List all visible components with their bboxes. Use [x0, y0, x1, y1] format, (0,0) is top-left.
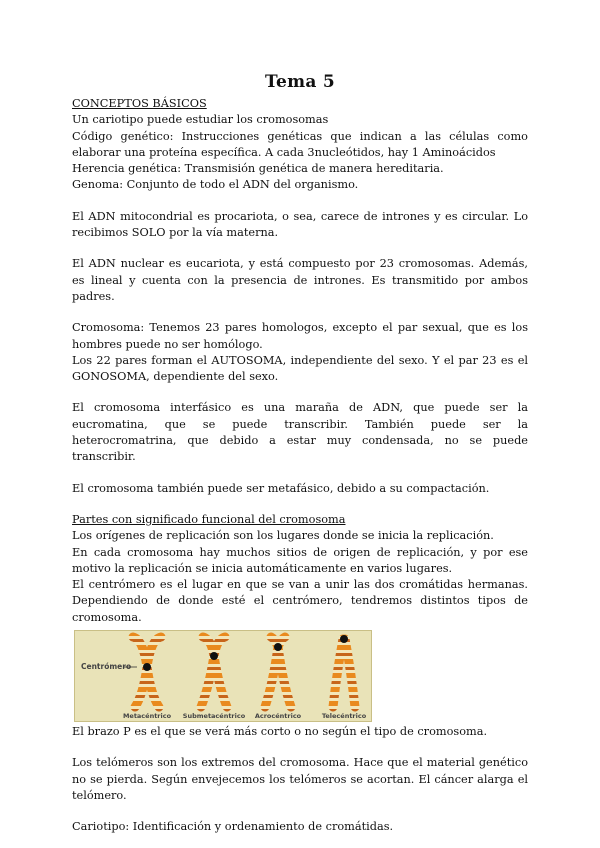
paragraph-autosoma: Los 22 pares forman el AUTOSOMA, independiente del sexo. Y el par 23 es el GONOSOMA, dependiente del sexo.: [72, 353, 528, 384]
text-line: En cada cromosoma hay muchos sitios de origen de replicación, y por ese motivo la replicación se inicia automáticamente en varios lugares.: [72, 545, 528, 575]
paragraph-metafasico: El cromosoma también puede ser metafásico, debido a su compactación.: [72, 481, 490, 495]
paragraph-interfasico: El cromosoma interfásico es una maraña de ADN, que puede ser la eucromatina, que se puede transcribir. También puede ser la heterocromatrina, que debido a estar muy condensada, no se puede transcribir.: [72, 401, 528, 464]
paragraph-adn-nuclear: El ADN nuclear es eucariota, y está compuesto por 23 cromosomas. Además, es lineal y cuenta con la presencia de intrones. Es transmitido por ambos padres.: [72, 257, 528, 303]
chromosome-diagram: [75, 631, 371, 721]
type-label-submetacentrico: Submetacéntrico: [182, 712, 246, 721]
chromosome-submetacentric: [201, 637, 227, 707]
chromosome-acrocentric: [265, 637, 291, 707]
paragraph-adn-mitocondrial: El ADN mitocondrial es procariota, o sea, carece de intrones y es circular. Lo recibimos SOLO por la vía materna.: [72, 209, 528, 240]
chromosome-telocentric: [333, 635, 355, 707]
text-line: Genoma: Conjunto de todo el ADN del organismo.: [72, 178, 359, 192]
chromosome-types-figure: [74, 630, 372, 722]
paragraph-cariotipo: Cariotipo: Identificación y ordenamiento de cromátidas.: [72, 820, 394, 834]
paragraph-telomeros: Los telómeros son los extremos del cromosoma. Hace que el material genético no se pierda. Según envejecemos los telómeros se acortan. El cáncer alarga el telómero.: [72, 756, 528, 802]
paragraph-cromosoma: Cromosoma: Tenemos 23 pares homologos, excepto el par sexual, que es los hombres puede no ser homólogo.: [72, 321, 528, 351]
section-heading-conceptos: CONCEPTOS BÁSICOS: [72, 97, 207, 110]
paragraph-brazo-p: El brazo P es el que se verá más corto o no según el tipo de cromosoma.: [72, 725, 488, 739]
section-heading-partes: Partes con significado funcional del cromosoma: [72, 512, 346, 526]
type-label-telocentrico: Telecéntrico: [321, 712, 367, 721]
type-label-acrocentrico: Acrocéntrico: [254, 712, 302, 721]
chromosome-metacentric: [133, 637, 161, 707]
centromere-label: Centrómero: [81, 662, 132, 672]
text-line: Un cariotipo puede estudiar los cromosomas: [72, 113, 329, 127]
document-page: [72, 72, 528, 836]
text-line: Código genético: Instrucciones genéticas que indican a las células como elaborar una proteína específica. A cada 3nucleótidos, hay 1 Aminoácidos: [72, 129, 528, 159]
text-line: El centrómero es el lugar en que se van a unir las dos cromátidas hermanas. Dependiendo de donde esté el centrómero, tendremos distintos tipos de cromosoma.: [72, 578, 528, 624]
text-line: Herencia genética: Transmisión genética de manera hereditaria.: [72, 162, 444, 176]
text-line: Los orígenes de replicación son los lugares donde se inicia la replicación.: [72, 529, 494, 543]
type-label-metacentrico: Metacéntrico: [122, 712, 172, 721]
page-title: Tema 5: [264, 72, 336, 92]
